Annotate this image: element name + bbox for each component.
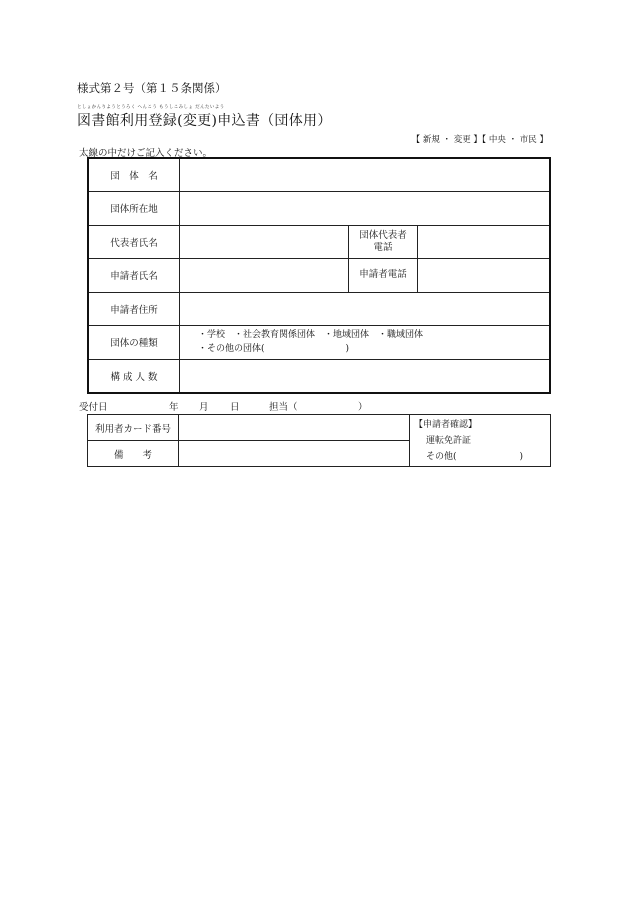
- applicant-phone-label: 申請者電話: [349, 259, 418, 293]
- group-name-label: 団 体 名: [88, 158, 180, 192]
- group-type-label: 団体の種類: [88, 326, 180, 360]
- applicant-address-label: 申請者住所: [88, 292, 180, 326]
- group-address-field[interactable]: [180, 192, 551, 226]
- staff-close: ）: [358, 402, 368, 413]
- card-number-field[interactable]: [179, 415, 410, 441]
- representative-row: [88, 225, 550, 259]
- group-address-label: 団体所在地: [88, 192, 180, 226]
- title-block: [77, 104, 332, 130]
- representative-field[interactable]: [180, 225, 349, 259]
- rep-phone-field[interactable]: [418, 225, 551, 259]
- applicant-name-label: 申請者氏名: [88, 259, 180, 293]
- day-label: 日: [230, 402, 240, 413]
- group-name-row: [88, 158, 550, 192]
- card-number-label: 利用者カード番号: [88, 415, 179, 441]
- office-use-table: [87, 414, 551, 467]
- remarks-label: 備 考: [88, 441, 179, 467]
- application-form-table: [87, 157, 551, 394]
- member-count-row: [88, 359, 550, 393]
- member-count-label: 構 成 人 数: [88, 359, 180, 393]
- rep-phone-label-line1: 団体代表者: [359, 229, 407, 241]
- applicant-name-field[interactable]: [180, 259, 349, 293]
- applicant-name-row: [88, 259, 550, 293]
- card-number-row: [88, 415, 551, 441]
- group-type-line1[interactable]: ・学校 ・社会教育関係団体 ・地域団体 ・職域団体: [198, 330, 424, 341]
- applicant-address-field[interactable]: [180, 292, 551, 326]
- group-type-options[interactable]: [180, 326, 551, 360]
- received-date-label: 受付日: [79, 402, 108, 413]
- year-label: 年: [169, 402, 179, 413]
- rep-phone-label: [349, 225, 418, 259]
- applicant-phone-field[interactable]: [418, 259, 551, 293]
- applicant-confirmation-box: [410, 415, 551, 467]
- group-address-row: [88, 192, 550, 226]
- remarks-field[interactable]: [179, 441, 410, 467]
- form-number: 様式第２号（第１５条関係）: [77, 81, 227, 95]
- title-ruby: としょかんりようとうろく へんこう もうしこみしょ だんたいよう: [77, 105, 225, 110]
- confirm-license: 運転免許証: [426, 436, 472, 446]
- confirm-other: その他( ): [426, 452, 524, 462]
- group-name-field[interactable]: [180, 158, 551, 192]
- application-type-selector: 【 新規 ・ 変更 】【 中央 ・ 市民 】: [411, 135, 548, 145]
- group-type-line2[interactable]: ・その他の団体( ): [198, 344, 350, 355]
- staff-label: 担当（: [269, 402, 298, 413]
- instruction-text: 太線の中だけご記入ください。: [79, 148, 213, 159]
- applicant-address-row: [88, 292, 550, 326]
- representative-label: 代表者氏名: [88, 225, 180, 259]
- receipt-line: [79, 399, 379, 411]
- group-type-row: [88, 326, 550, 360]
- month-label: 月: [199, 402, 209, 413]
- confirm-title: 【申請者確認】: [414, 420, 478, 430]
- member-count-field[interactable]: [180, 359, 551, 393]
- page-title: 図書館利用登録(変更)申込書（団体用）: [77, 113, 332, 129]
- rep-phone-label-line2: 電話: [373, 241, 393, 253]
